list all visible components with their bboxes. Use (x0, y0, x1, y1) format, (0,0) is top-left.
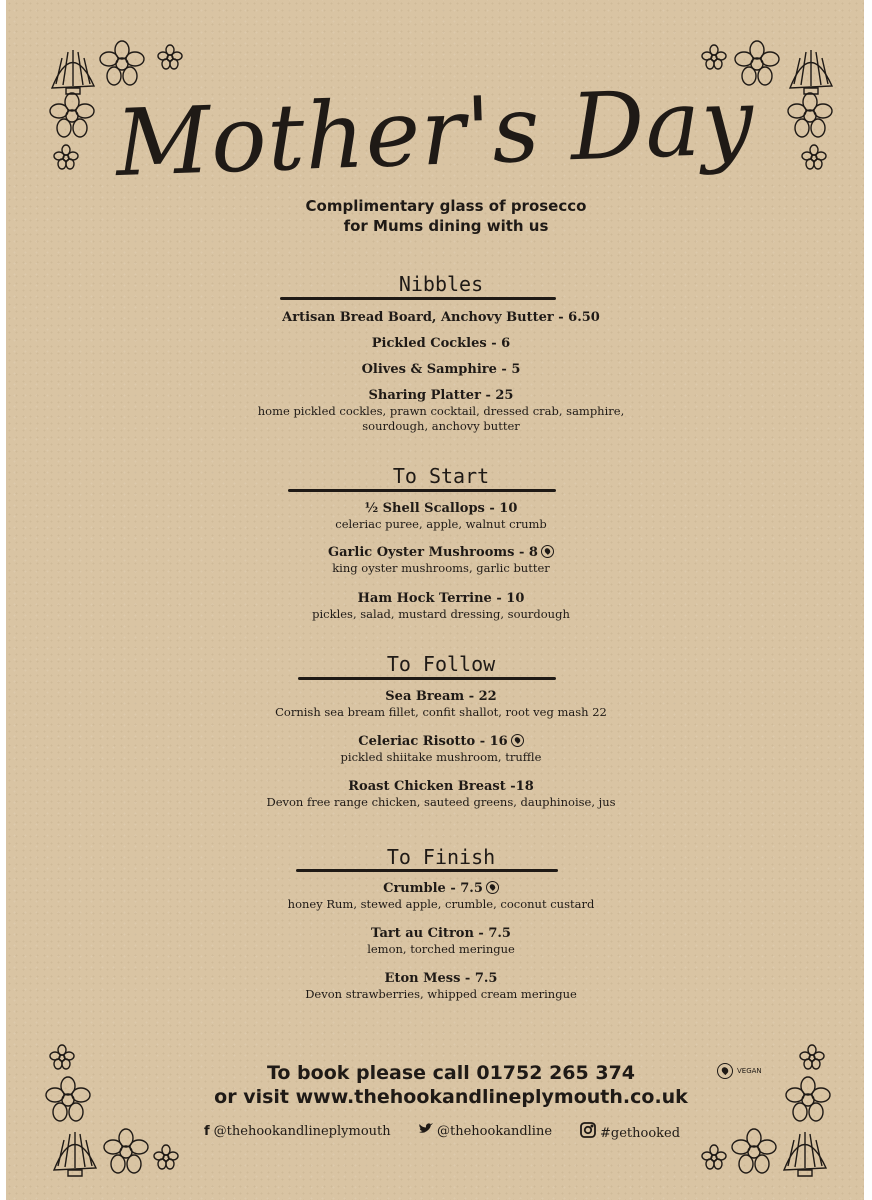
daffodil-flower-icon (158, 45, 182, 69)
subtitle (6, 196, 872, 236)
menu-item (6, 501, 872, 532)
scallop-shell-icon (52, 50, 94, 94)
item-name: Crumble - 7.5 (383, 881, 483, 896)
vegan-icon (541, 545, 554, 558)
facebook-icon: f (204, 1124, 210, 1139)
page-title: Mother's Day (114, 67, 756, 198)
menu-item (6, 881, 872, 912)
daffodil-flower-icon (100, 41, 144, 85)
item-name: Sharing Platter - 25 (368, 388, 514, 403)
twitter-icon (418, 1122, 433, 1142)
item-description: sourdough, anchovy butter (362, 419, 520, 433)
subtitle-line-1: Complimentary glass of prosecco (305, 197, 587, 215)
menu-sheet (6, 0, 864, 1200)
menu-item (6, 591, 872, 622)
section-heading-to-start: To Start (392, 464, 490, 488)
item-name: Sea Bream - 22 (385, 689, 497, 704)
instagram-link[interactable] (580, 1122, 680, 1145)
daffodil-flower-icon (702, 1145, 726, 1169)
facebook-link[interactable] (204, 1122, 391, 1142)
item-name: Pickled Cockles - 6 (371, 336, 511, 351)
item-name: Ham Hock Terrine - 10 (357, 591, 525, 606)
section-divider (288, 489, 556, 492)
section-divider (296, 869, 558, 872)
item-name: Eton Mess - 7.5 (384, 971, 498, 986)
menu-item (6, 310, 872, 326)
daffodil-flower-icon (104, 1129, 148, 1173)
scallop-shell-icon (54, 1132, 96, 1176)
vegan-key-label: VEGAN (737, 1067, 762, 1075)
item-description: celeriac puree, apple, walnut crumb (335, 517, 547, 531)
item-name: Celeriac Risotto - 16 (358, 734, 508, 749)
daffodil-flower-icon (732, 1129, 776, 1173)
instagram-handle: #gethooked (600, 1125, 681, 1141)
item-description: Devon strawberries, whipped cream meringue (305, 987, 577, 1001)
section-divider (298, 677, 556, 680)
instagram-icon (580, 1122, 596, 1145)
scallop-shell-icon (784, 1132, 826, 1176)
item-name: Garlic Oyster Mushrooms - 8 (328, 545, 538, 560)
daffodil-flower-icon (702, 45, 726, 69)
item-description: king oyster mushrooms, garlic butter (332, 561, 550, 575)
twitter-handle: @thehookandline (437, 1124, 553, 1139)
item-description: Devon free range chicken, sauteed greens, dauphinoise, jus (266, 795, 616, 809)
booking-phone-line: To book please call 01752 265 374 (266, 1062, 636, 1084)
item-description: lemon, torched meringue (367, 942, 515, 956)
item-name: ½ Shell Scallops - 10 (364, 501, 518, 516)
item-description: pickles, salad, mustard dressing, sourdough (312, 607, 570, 621)
menu-item (6, 779, 872, 810)
subtitle-line-2: for Mums dining with us (343, 217, 549, 235)
menu-item (6, 734, 872, 765)
item-name: Roast Chicken Breast -18 (348, 779, 534, 794)
item-description: honey Rum, stewed apple, crumble, coconut custard (287, 897, 595, 911)
item-name: Olives & Samphire - 5 (361, 362, 521, 377)
item-name: Tart au Citron - 7.5 (371, 926, 511, 941)
item-name: Artisan Bread Board, Anchovy Butter - 6.50 (282, 310, 600, 325)
section-heading-to-follow: To Follow (386, 652, 496, 676)
item-description: home pickled cockles, prawn cocktail, dressed crab, samphire, (257, 404, 625, 418)
menu-item (6, 689, 872, 720)
item-description: pickled shiitake mushroom, truffle (340, 750, 542, 764)
menu-item (6, 926, 872, 957)
menu-item (6, 971, 872, 1002)
twitter-link[interactable] (418, 1122, 552, 1142)
section-heading-nibbles: Nibbles (398, 272, 484, 296)
menu-item (6, 545, 872, 576)
item-description: Cornish sea bream fillet, confit shallot, root veg mash 22 (275, 705, 607, 719)
booking-website-line[interactable]: or visit www.thehookandlineplymouth.co.uk (214, 1086, 688, 1108)
menu-item (6, 388, 872, 434)
menu-item (6, 362, 872, 378)
daffodil-flower-icon (154, 1145, 178, 1169)
facebook-handle: @thehookandlineplymouth (213, 1124, 391, 1139)
section-heading-to-finish: To Finish (386, 845, 496, 869)
vegan-icon (486, 881, 499, 894)
vegan-icon (511, 734, 524, 747)
section-divider (280, 297, 556, 300)
menu-item (6, 336, 872, 352)
